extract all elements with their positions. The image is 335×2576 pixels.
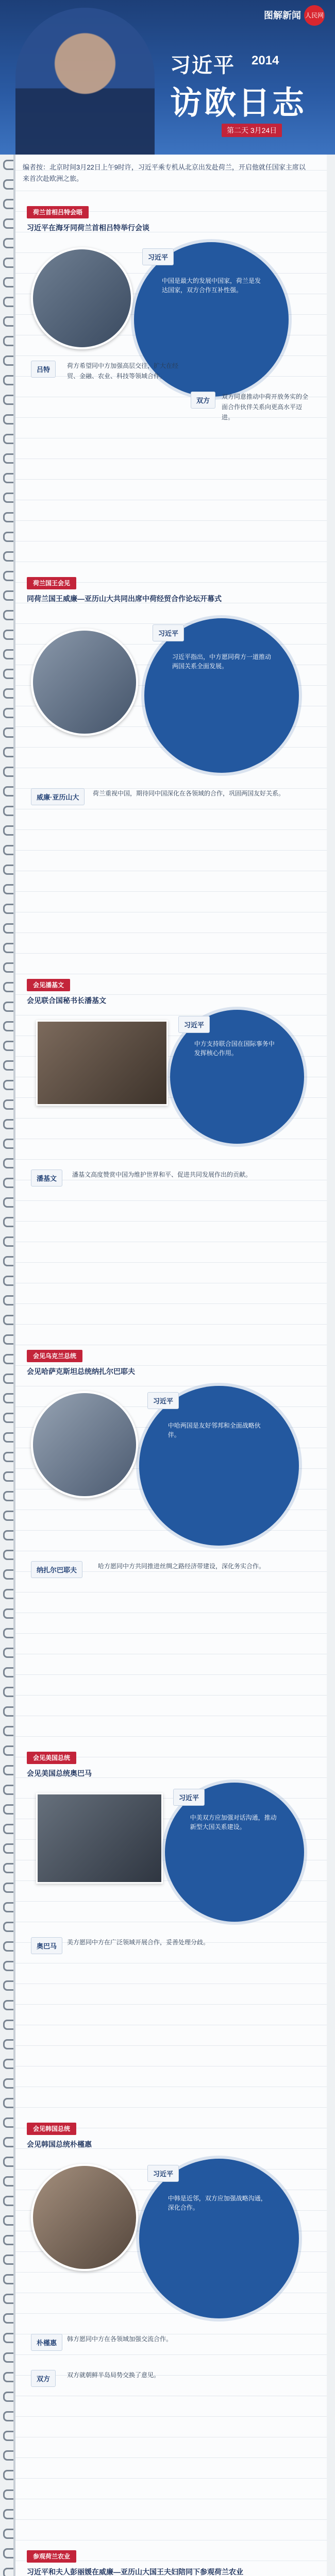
header-date-badge: 第二天 3月24日 xyxy=(222,124,282,137)
section-title: 同荷兰国王威廉—亚历山大共同出席中荷经贸合作论坛开幕式 xyxy=(27,595,222,603)
quote-circle xyxy=(139,1386,299,1546)
ruled-line xyxy=(15,2045,327,2046)
ruled-line xyxy=(15,1303,327,1304)
quote-text: 中韩是近邻，双方应加强战略沟通，深化合作。 xyxy=(167,2195,267,2212)
section-title: 习近平和夫人彭丽媛在威廉—亚历山大国王夫妇陪同下参观荷兰农业 xyxy=(27,2568,243,2576)
quote-text: 中哈两国是友好邻邦和全面战略伙伴。 xyxy=(167,1422,261,1439)
quote-circle xyxy=(139,2159,299,2318)
speaker-label: 吕特 xyxy=(31,361,56,378)
ruled-line xyxy=(15,1530,327,1531)
speech-paragraph: 潘基文高度赞赏中国为维护世界和平、促进共同发展作出的贡献。 xyxy=(72,1171,252,1178)
meeting-photo xyxy=(31,629,138,736)
speaker-label: 纳扎尔巴耶夫 xyxy=(31,1561,82,1578)
speech-paragraph: 荷方希望同中方加强高层交往，扩大在经贸、金融、农业、科技等领域合作。 xyxy=(67,362,179,380)
ruled-line xyxy=(15,2519,327,2520)
ruled-line xyxy=(15,850,327,851)
section-title: 会见韩国总统朴槿惠 xyxy=(27,2140,92,2148)
section-title: 会见美国总统奥巴马 xyxy=(27,1769,92,1777)
header-banner xyxy=(0,0,335,155)
speaker-label: 习近平 xyxy=(142,248,174,265)
section-banner: 参观荷兰农业 xyxy=(27,2550,76,2563)
meeting-photo xyxy=(36,1793,163,1884)
brand-name[interactable]: 图解新闻 xyxy=(264,10,301,21)
meeting-photo xyxy=(36,1020,168,1106)
speech-paragraph: 哈方愿同中方共同推进丝绸之路经济带建设，深化务实合作。 xyxy=(98,1563,265,1570)
editor-note: 编者按：北京时间3月22日上午9时许，习近平乘专机从北京出发赴荷兰，开启他就任国家主席以来首次赴欧洲之旅。 xyxy=(23,163,306,182)
speaker-label: 习近平 xyxy=(178,1016,210,1033)
speech-paragraph: 美方愿同中方在广泛领域开展合作，妥善处理分歧。 xyxy=(67,1939,210,1946)
quote-text: 中方支持联合国在国际事务中发挥核心作用。 xyxy=(194,1040,275,1057)
ruled-line xyxy=(15,1200,327,1201)
speaker-label: 习近平 xyxy=(153,624,184,641)
section-banner: 会见乌克兰总统 xyxy=(27,1350,82,1362)
ruled-line xyxy=(15,891,327,892)
quote-circle xyxy=(170,1010,304,1144)
ruled-line xyxy=(15,2313,327,2314)
header-year: 2014 xyxy=(252,54,279,67)
section-banner: 荷兰国王会见 xyxy=(27,577,76,589)
quote-circle xyxy=(144,618,299,773)
ruled-line xyxy=(15,1221,327,1222)
ruled-line xyxy=(15,953,327,954)
ruled-line xyxy=(15,1736,327,1737)
section-banner: 会见美国总统 xyxy=(27,1752,76,1764)
section-title: 习近平在海牙同荷兰首相吕特举行会谈 xyxy=(27,224,149,232)
quote-circle xyxy=(165,1783,304,1922)
ruled-line xyxy=(15,829,327,830)
section-title: 会见联合国秘书长潘基文 xyxy=(27,996,106,1005)
speaker-label: 朴槿惠 xyxy=(31,2334,62,2351)
speaker-label: 习近平 xyxy=(173,1789,205,1806)
ruled-line xyxy=(15,1365,327,1366)
speaker-label: 习近平 xyxy=(147,2165,179,2182)
ruled-line xyxy=(15,994,327,995)
ruled-line xyxy=(15,2478,327,2479)
header-title: 习近平 xyxy=(170,54,235,77)
ruled-line xyxy=(15,2416,327,2417)
meeting-photo xyxy=(31,247,133,349)
ruled-line xyxy=(15,2107,327,2108)
ruled-line xyxy=(15,1262,327,1263)
leader-portrait xyxy=(15,8,155,155)
speaker-label: 威廉·亚历山大 xyxy=(31,788,85,805)
speaker-label: 双方 xyxy=(31,2370,56,2387)
section-banner: 会见潘基文 xyxy=(27,979,70,991)
speech-paragraph: 双方同意推动中荷开放务实的全面合作伙伴关系向更高水平迈进。 xyxy=(222,393,309,421)
speech-paragraph: 双方就朝鲜半岛局势交换了意见。 xyxy=(67,2371,160,2379)
ruled-line xyxy=(15,2354,327,2355)
header-subtitle: 访欧日志 xyxy=(170,86,307,121)
meeting-photo xyxy=(31,1391,138,1498)
ruled-line xyxy=(15,520,327,521)
ruled-line xyxy=(15,623,327,624)
ruled-line xyxy=(15,1324,327,1325)
ruled-line xyxy=(15,1695,327,1696)
speaker-label: 潘基文 xyxy=(31,1170,62,1187)
section-banner: 会见韩国总统 xyxy=(27,2123,76,2135)
speaker-label: 奥巴马 xyxy=(31,1937,62,1954)
section-title: 会见哈萨克斯坦总统纳扎尔巴耶夫 xyxy=(27,1367,135,1376)
speaker-label: 双方 xyxy=(191,392,215,409)
ruled-line xyxy=(15,2004,327,2005)
section-banner: 荷兰首相吕特会晤 xyxy=(27,206,89,218)
brand-logo-icon[interactable]: 人民网 xyxy=(304,5,325,26)
ruled-line xyxy=(15,1159,327,1160)
ruled-line xyxy=(15,479,327,480)
quote-text: 中国是最大的发展中国家，荷兰是发达国家，双方合作互补性强。 xyxy=(162,277,261,294)
quote-text: 中美双方应加强对话沟通，推动新型大国关系建设。 xyxy=(190,1814,277,1831)
quote-text: 习近平指出，中方愿同荷方一道推动两国关系全面发展。 xyxy=(172,653,272,670)
speaker-label: 习近平 xyxy=(147,1392,179,1409)
ruled-line xyxy=(15,1674,327,1675)
speech-paragraph: 荷兰重视中国，期待同中国深化在各领域的合作，巩固两国友好关系。 xyxy=(93,790,285,797)
meeting-photo xyxy=(31,2164,138,2271)
speech-paragraph: 韩方愿同中方在各领域加强交流合作。 xyxy=(67,2335,173,2343)
ruled-line xyxy=(15,1633,327,1634)
